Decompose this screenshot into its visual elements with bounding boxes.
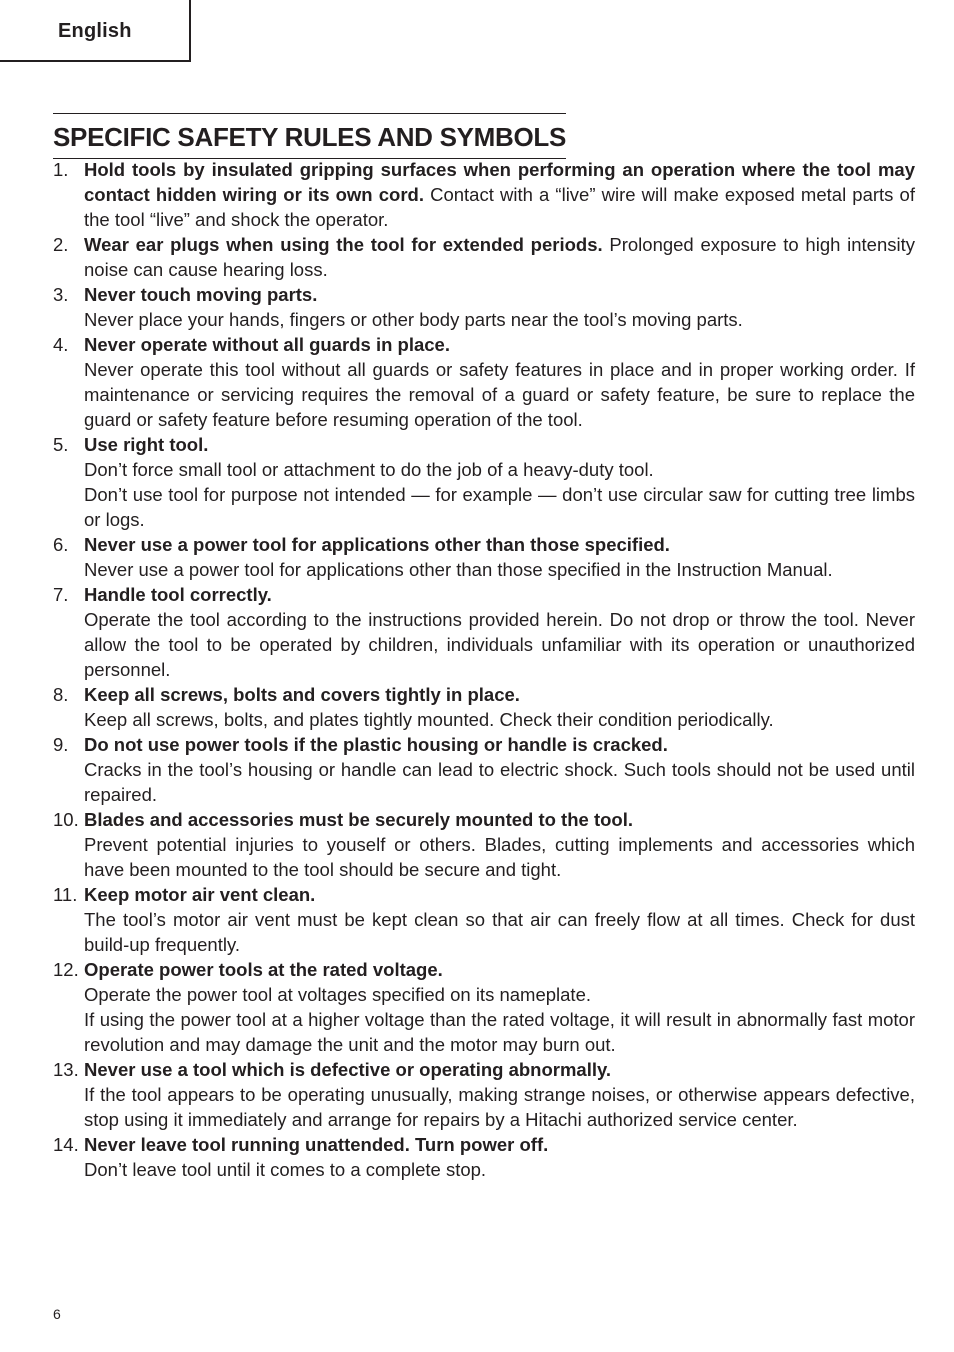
- rule-body: [84, 332, 915, 432]
- rule-heading: Hold tools by insulated gripping surfaces when performing an operation where the tool may contact hidden wiring or its own cord.: [84, 159, 915, 205]
- rule-body: [84, 157, 915, 232]
- rule-heading: Never touch moving parts.: [84, 284, 318, 305]
- rule-heading: Use right tool.: [84, 434, 209, 455]
- rule-paragraph: Don’t leave tool until it comes to a complete stop.: [84, 1159, 487, 1180]
- safety-rule-item: [53, 957, 915, 1057]
- safety-rule-item: [53, 807, 915, 882]
- rule-body: [84, 232, 915, 282]
- safety-rule-item: [53, 432, 915, 532]
- rule-first-paragraph: [84, 582, 915, 607]
- safety-rule-item: [53, 282, 915, 332]
- rule-number: 8.: [53, 684, 69, 705]
- rule-heading: Blades and accessories must be securely mounted to the tool.: [84, 809, 633, 830]
- rule-body: [84, 1132, 915, 1182]
- rule-first-paragraph: [84, 282, 915, 307]
- rule-body: [84, 807, 915, 882]
- rule-body: [84, 882, 915, 957]
- rule-first-paragraph: [84, 957, 915, 982]
- rule-heading: Never use a power tool for applications other than those specified.: [84, 534, 670, 555]
- rule-number: 5.: [53, 434, 69, 455]
- rule-body: [84, 432, 915, 532]
- rule-heading: Wear ear plugs when using the tool for extended periods.: [84, 234, 603, 255]
- rule-paragraph: If the tool appears to be operating unusually, making strange noises, or otherwise appears defective, stop using it immediately and arrange for repairs by a Hitachi authorized service center.: [84, 1084, 915, 1130]
- safety-rule-item: [53, 532, 915, 582]
- rule-body: [84, 1057, 915, 1132]
- rule-heading: Do not use power tools if the plastic housing or handle is cracked.: [84, 734, 668, 755]
- rule-number: 11.: [53, 884, 78, 905]
- rule-body: [84, 282, 915, 332]
- rule-number: 6.: [53, 534, 69, 555]
- rule-first-paragraph: [84, 1057, 915, 1082]
- rule-paragraph: Don’t use tool for purpose not intended — for example — don’t use circular saw for cutting tree limbs or logs.: [84, 484, 915, 530]
- rule-paragraph: Don’t force small tool or attachment to do the job of a heavy-duty tool.: [84, 459, 654, 480]
- safety-rules-list: [53, 157, 915, 1182]
- rule-heading: Never use a tool which is defective or operating abnormally.: [84, 1059, 612, 1080]
- rule-number: 9.: [53, 734, 69, 755]
- rule-body: [84, 532, 915, 582]
- rule-number: 3.: [53, 284, 69, 305]
- rule-inline-text: Contact with a “live” wire will make exposed metal parts of the tool “live” and shock the operator.: [84, 184, 915, 230]
- rule-first-paragraph: [84, 1132, 915, 1157]
- safety-rule-item: [53, 332, 915, 432]
- section-title: SPECIFIC SAFETY RULES AND SYMBOLS: [53, 113, 566, 159]
- rule-paragraph: Never operate this tool without all guards or safety features in place and in proper working order. If maintenance or servicing requires the removal of a guard or safety feature, be sure to replace the guard or safety feature before resuming operation of the tool.: [84, 359, 915, 430]
- rule-heading: Keep motor air vent clean.: [84, 884, 316, 905]
- page-number: 6: [53, 1306, 61, 1322]
- safety-rule-item: [53, 882, 915, 957]
- rule-paragraph: Keep all screws, bolts, and plates tightly mounted. Check their condition periodically.: [84, 709, 774, 730]
- rule-number: 1.: [53, 159, 69, 180]
- rule-paragraph: Never place your hands, fingers or other body parts near the tool’s moving parts.: [84, 309, 743, 330]
- safety-rule-item: [53, 1132, 915, 1182]
- rule-first-paragraph: [84, 682, 915, 707]
- rule-paragraph: Prevent potential injuries to youself or others. Blades, cutting implements and accessories which have been mounted to the tool should be secure and tight.: [84, 834, 915, 880]
- rule-first-paragraph: [84, 532, 915, 557]
- rule-first-paragraph: [84, 882, 915, 907]
- rule-number: 13.: [53, 1059, 79, 1080]
- rule-heading: Never leave tool running unattended. Turn power off.: [84, 1134, 549, 1155]
- rule-number: 7.: [53, 584, 69, 605]
- rule-number: 12.: [53, 959, 79, 980]
- rule-paragraph: Operate the power tool at voltages specified on its nameplate.: [84, 984, 591, 1005]
- safety-rule-item: [53, 157, 915, 232]
- rule-first-paragraph: [84, 157, 915, 232]
- rule-number: 14.: [53, 1134, 79, 1155]
- rule-inline-text: Prolonged exposure to high intensity noise can cause hearing loss.: [84, 234, 916, 280]
- rule-heading: Keep all screws, bolts and covers tightly in place.: [84, 684, 520, 705]
- safety-rule-item: [53, 582, 915, 682]
- language-label: English: [58, 20, 132, 42]
- rule-paragraph: If using the power tool at a higher voltage than the rated voltage, it will result in abnormally fast motor revolution and may damage the unit and the motor may burn out.: [84, 1009, 915, 1055]
- rule-body: [84, 682, 915, 732]
- language-tab: [0, 0, 191, 62]
- rule-body: [84, 582, 915, 682]
- rule-paragraph: Operate the tool according to the instructions provided herein. Do not drop or throw the tool. Never allow the tool to be operated by children, individuals unfamiliar with its operation or unauthorized personnel.: [84, 609, 915, 680]
- safety-rule-item: [53, 1057, 915, 1132]
- rule-first-paragraph: [84, 732, 915, 757]
- rule-heading: Operate power tools at the rated voltage.: [84, 959, 443, 980]
- rule-number: 10.: [53, 809, 79, 830]
- safety-rule-item: [53, 232, 915, 282]
- safety-rule-item: [53, 732, 915, 807]
- rule-body: [84, 957, 915, 1057]
- rule-first-paragraph: [84, 332, 915, 357]
- rule-paragraph: The tool’s motor air vent must be kept clean so that air can freely flow at all times. Check for dust build-up frequently.: [84, 909, 915, 955]
- rule-paragraph: Never use a power tool for applications other than those specified in the Instruction Manual.: [84, 559, 833, 580]
- rule-paragraph: Cracks in the tool’s housing or handle can lead to electric shock. Such tools should not be used until repaired.: [84, 759, 915, 805]
- safety-rule-item: [53, 682, 915, 732]
- rule-number: 4.: [53, 334, 69, 355]
- rule-first-paragraph: [84, 807, 915, 832]
- rule-body: [84, 732, 915, 807]
- rule-number: 2.: [53, 234, 69, 255]
- rule-first-paragraph: [84, 232, 915, 282]
- rule-heading: Never operate without all guards in place.: [84, 334, 450, 355]
- rule-heading: Handle tool correctly.: [84, 584, 272, 605]
- rule-first-paragraph: [84, 432, 915, 457]
